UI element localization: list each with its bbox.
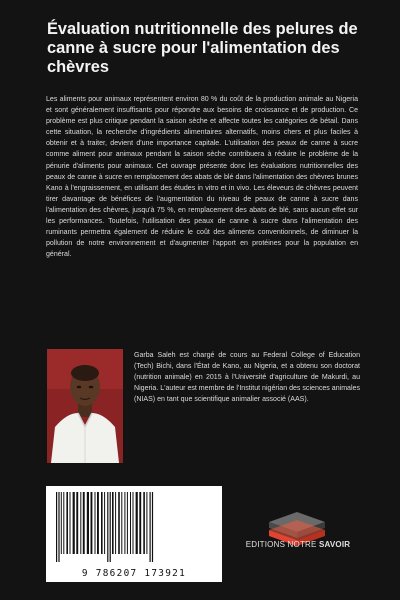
author-portrait-image bbox=[47, 349, 123, 463]
barcode-bar bbox=[97, 492, 99, 554]
barcode-bars bbox=[54, 492, 214, 562]
barcode-bar bbox=[66, 492, 68, 554]
barcode-bar bbox=[115, 492, 116, 554]
barcode-bar bbox=[146, 492, 147, 554]
barcode-bar bbox=[63, 492, 64, 554]
barcode-bar bbox=[112, 492, 114, 554]
barcode-bar bbox=[150, 492, 151, 562]
barcode-bar bbox=[118, 492, 120, 554]
barcode-bar bbox=[83, 492, 85, 554]
barcode-bar bbox=[107, 492, 108, 562]
barcode-bar bbox=[139, 492, 141, 554]
barcode-bar bbox=[91, 492, 93, 554]
barcode-bar bbox=[80, 492, 81, 554]
barcode-bar bbox=[70, 492, 71, 554]
barcode-bar bbox=[101, 492, 103, 554]
book-title: Évaluation nutritionnelle des pelures de canne à sucre pour l'alimentation des chèvres bbox=[47, 20, 358, 76]
barcode-bar bbox=[130, 492, 131, 554]
isbn-barcode bbox=[46, 486, 222, 582]
barcode-bar bbox=[124, 492, 125, 554]
barcode-bar bbox=[133, 492, 134, 554]
barcode-bar bbox=[136, 492, 138, 554]
barcode-bar bbox=[56, 492, 57, 562]
barcode-bar bbox=[121, 492, 122, 554]
barcode-bar bbox=[152, 492, 153, 562]
barcode-bar bbox=[143, 492, 145, 554]
publisher-name-bold: SAVOIR bbox=[318, 540, 351, 549]
barcode-bar bbox=[127, 492, 128, 554]
barcode-bar bbox=[61, 492, 62, 554]
author-photo bbox=[47, 349, 123, 463]
barcode-bar bbox=[58, 492, 59, 562]
barcode-bar bbox=[76, 492, 78, 554]
publisher-name bbox=[238, 540, 358, 549]
barcode-bar bbox=[73, 492, 75, 554]
barcode-bar bbox=[110, 492, 111, 562]
publisher-name-regular: EDITIONS NOTRE bbox=[245, 540, 319, 549]
barcode-bar bbox=[87, 492, 89, 554]
author-bio: Garba Saleh est chargé de cours au Federal College of Education (Tech) Bichi, dans l'État de Kano, au Nigeria, et a obtenu son doctorat (nutrition animale) en 2015 à l'Université d'agriculture de Makurdi, au Nigeria. L'auteur est membre de l'Institut nigérian des sciences animales (NIAS) en tant que scientifique animalier associé (AAS). bbox=[134, 352, 360, 404]
isbn-number: 9 786207 173921 bbox=[81, 568, 187, 579]
barcode-bar bbox=[104, 492, 105, 554]
book-summary: Les aliments pour animaux représentent environ 80 % du coût de la production animale au Nigeria et sont généralement insuffisants pour répondre aux besoins de croissance et de production. Ce problème est plus critique pendant la saison sèche et affecte toutes les catégories de bétail. Dans cette situation, la recherche d'ingrédients alimentaires alternatifs, moins chers et plus faciles à obtenir et à traiter, devient d'une importance capitale. L'utilisation des peaux de canne à sucre comme aliment pour animaux pendant la saison sèche contribuera à réduire le problème de la pénurie d'aliments pour animaux. Cet ouvrage présente donc les évaluations nutritionnelles des peaux de canne à sucre en remplacement des abats de blé dans l'alimentation des chèvres brunes Kano à l'engraissement, en utilisant des études in vitro et in vivo. Les éleveurs de chèvres peuvent tirer davantage de bénéfices de l'augmentation du niveau de peaux de canne à sucre dans l'alimentation des chèvres, jusqu'à 75 %, en remplacement des abats de blé, sans aucun effet sur les performances. Toutefois, l'utilisation des peaux de canne à sucre dans l'alimentation des ruminants permettra également de réduire le coût des aliments conventionnels, de diminuer la pollution de notre environnement et d'augmenter l'apport en protéines pour la population en général. bbox=[46, 96, 358, 259]
barcode-bar bbox=[95, 492, 96, 554]
